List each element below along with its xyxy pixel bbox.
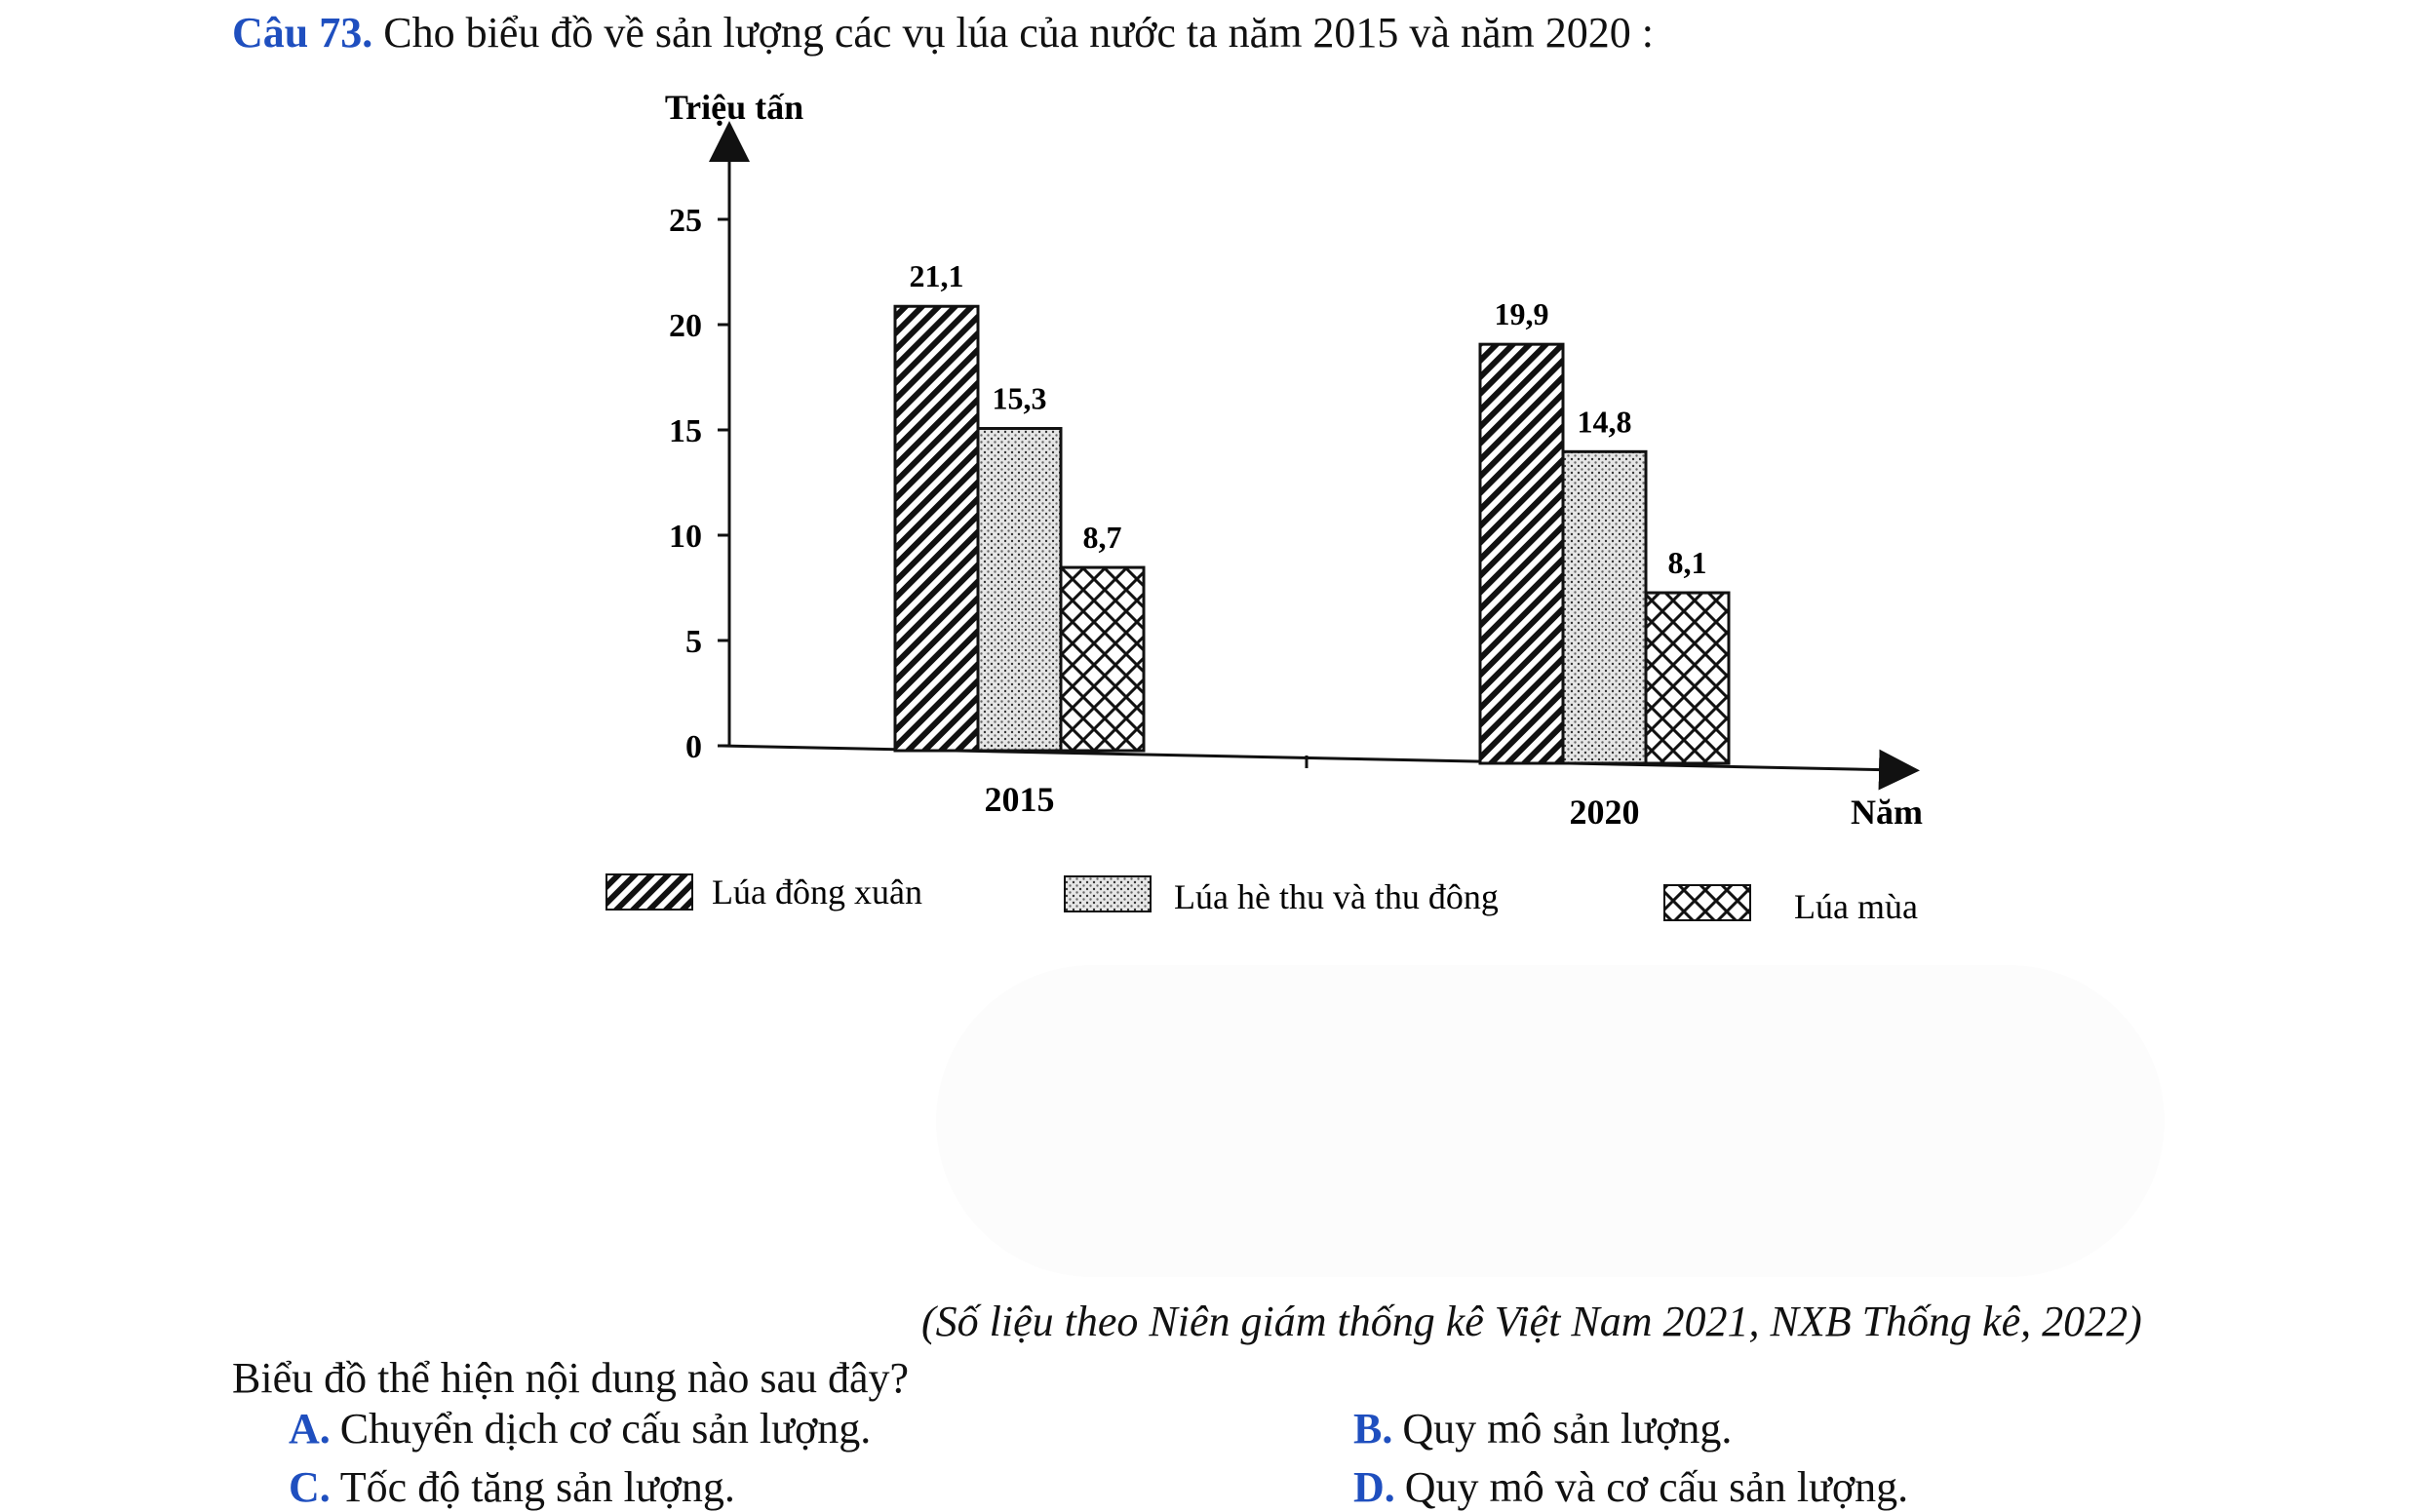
bar-value-label: 8,7 [1082,520,1122,556]
y-tick-label: 0 [685,729,702,765]
bar-value-label: 21,1 [909,258,964,294]
legend-label: Lúa đông xuân [712,872,922,911]
bar [978,429,1061,751]
option-d[interactable] [1353,1462,1908,1512]
bar-value-label: 19,9 [1494,296,1549,332]
legend-swatch [1065,876,1151,911]
question-text: Cho biểu đồ về sản lượng các vụ lúa của nước ta năm 2015 và năm 2020 : [383,9,1654,57]
y-tick-label: 25 [669,203,702,239]
y-tick-label: 20 [669,308,702,344]
option-c-text: Tốc độ tăng sản lượng. [339,1463,735,1511]
legend-swatch [1664,885,1750,920]
y-tick-label: 15 [669,413,702,449]
option-a-text: Chuyển dịch cơ cấu sản lượng. [339,1405,872,1453]
bar-value-label: 14,8 [1577,404,1632,440]
data-source: (Số liệu theo Niên giám thống kê Việt Nam 2021, NXB Thống kê, 2022) [921,1298,2142,1345]
bar [895,306,978,751]
option-b-letter: B. [1353,1405,1393,1453]
y-tick-label: 5 [685,624,702,660]
bar [1480,344,1563,763]
legend-label: Lúa hè thu và thu đông [1174,877,1499,916]
y-axis-label: Triệu tấn [664,88,804,127]
bar [1646,593,1729,763]
y-tick-label: 10 [669,519,702,555]
option-c[interactable] [289,1462,735,1512]
legend-swatch [606,874,692,910]
x-axis-label: Năm [1851,793,1923,832]
bar [1061,567,1144,751]
option-c-letter: C. [289,1463,331,1511]
option-d-letter: D. [1353,1463,1395,1511]
option-a-letter: A. [289,1405,331,1453]
option-b[interactable] [1353,1404,1732,1454]
option-b-text: Quy mô sản lượng. [1402,1405,1733,1453]
x-tick-label: 2020 [1569,793,1640,832]
bar-value-label: 8,1 [1667,545,1707,581]
legend-label: Lúa mùa [1794,887,1918,926]
background-smudge [936,965,2165,1277]
question-number: Câu 73. [232,9,373,57]
bar [1563,451,1646,763]
x-tick-label: 2015 [984,780,1055,819]
option-d-text: Quy mô và cơ cấu sản lượng. [1404,1463,1909,1511]
option-a[interactable] [289,1404,871,1454]
question-prompt: Biểu đồ thể hiện nội dung nào sau đây? [232,1354,910,1402]
bar-value-label: 15,3 [992,380,1047,416]
